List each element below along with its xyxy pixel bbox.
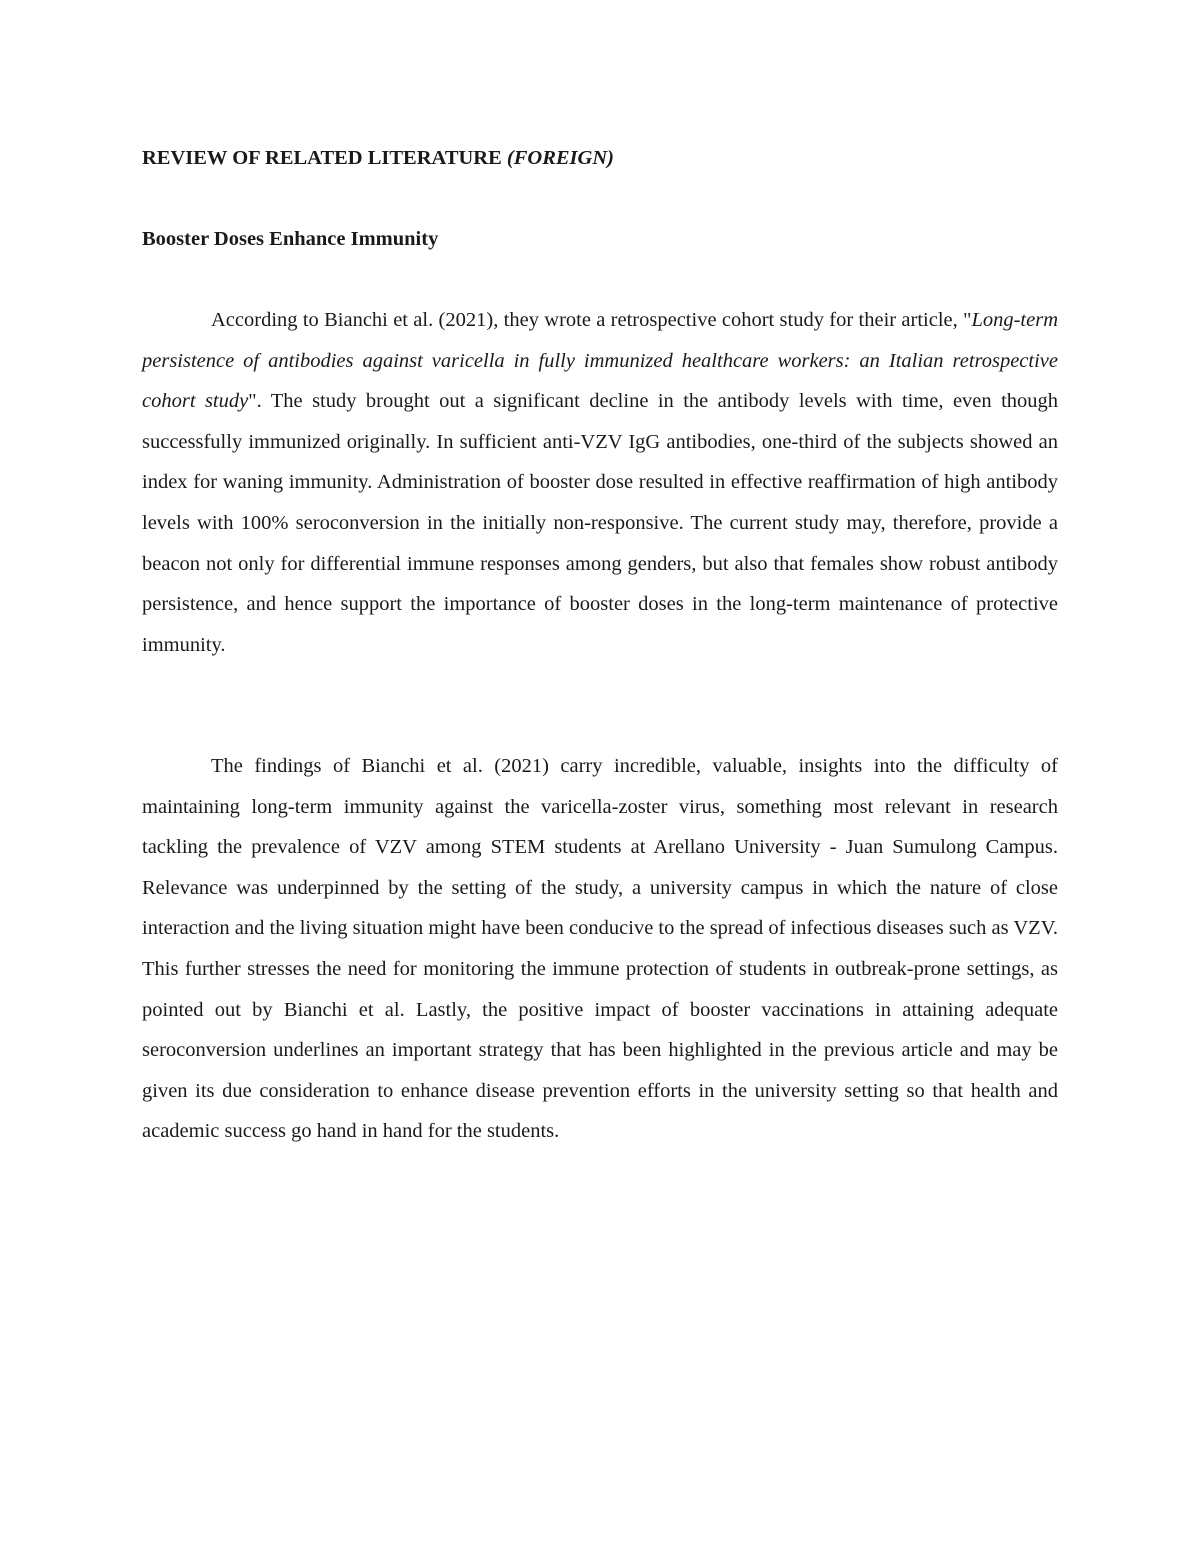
document-title-text: REVIEW OF RELATED LITERATURE <box>142 147 507 169</box>
document-title <box>142 143 614 173</box>
paragraph-2: The findings of Bianchi et al. (2021) carry incredible, valuable, insights into the difficulty of maintaining long-term immunity against the varicella-zoster virus, something most relevant in research tackling the prevalence of VZV among STEM students at Arellano University - Juan Sumulong Campus. Relevance was underpinned by the setting of the study, a university campus in which the nature of close interaction and the living situation might have been conducive to the spread of infectious diseases such as VZV. This further stresses the need for monitoring the immune protection of students in outbreak-prone settings, as pointed out by Bianchi et al. Lastly, the positive impact of booster vaccinations in attaining adequate seroconversion underlines an important strategy that has been highlighted in the previous article and may be given its due consideration to enhance disease prevention efforts in the university setting so that health and academic success go hand in hand for the students. <box>142 755 1058 1143</box>
paragraph-1-lead: According to Bianchi et al. (2021), they wrote a retrospective cohort study for their article, " <box>211 309 972 331</box>
cited-article-title: Long-term persistence of antibodies against varicella in fully immunized healthcare workers: an Italian retrospective cohort study <box>142 309 1058 413</box>
section-heading: Booster Doses Enhance Immunity <box>142 228 439 250</box>
document-page <box>142 0 1058 1553</box>
paragraph-1-body: ". The study brought out a significant decline in the antibody levels with time, even though successfully immunized originally. In sufficient anti-VZV IgG antibodies, one-third of the subjects showed an index for waning immunity. Administration of booster dose resulted in effective reaffirmation of high antibody levels with 100% seroconversion in the initially non-responsive. The current study may, therefore, provide a beacon not only for differential immune responses among genders, but also that females show robust antibody persistence, and hence support the importance of booster doses in the long-term maintenance of protective immunity. <box>142 390 1059 656</box>
document-title-emphasis: (FOREIGN) <box>506 147 614 169</box>
paragraph-1 <box>142 300 1058 665</box>
